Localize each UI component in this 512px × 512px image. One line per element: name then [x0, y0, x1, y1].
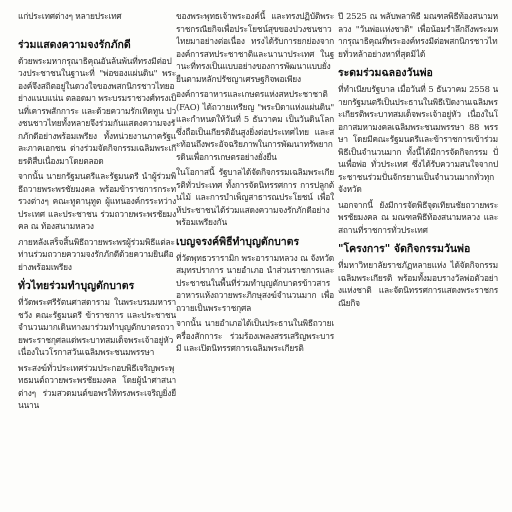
- column-3-paragraph-2: ที่ทำเนียบรัฐบาล เมื่อวันที่ 5 ธันวาคม 2558 นายกรัฐมนตรีเป็นประธานในพิธีเปิดงานเฉลิมพระเกียรติพระบาทสมเด็จพระเจ้าอยู่หัว เนื่องในโอกาสมหามงคลเฉลิมพระชนมพรรษา 88 พรรษา โดยมีคณะรัฐมนตรีและข้าราชการเข้าร่วมพิธีเป็นจำนวนมาก ทั้งนี้ได้มีการจัดกิจกรรม ปั่นเพื่อพ่อ ทั่วประเทศ ซึ่งได้รับความสนใจจากประชาชนร่วมปั่นจักรยานเป็นจำนวนมากทั่วทุกจังหวัด: [338, 84, 498, 194]
- column-1: [18, 10, 176, 512]
- column-1-paragraph-2: จากนั้น นายกรัฐมนตรีและรัฐมนตรี นำผู้ร่วมพิธีถวายพระพรชัยมงคล พร้อมข้าราชการกระทรวงต่างๆ คณะทูตานุทูต ผู้แทนองค์กรระหว่างประเทศ และประชาชน ร่วมถวายพระพรชัยมงคล ณ ท้องสนามหลวง: [18, 171, 176, 231]
- column-1-paragraph-4: ที่วัดพระศรีรัตนศาสดาราม ในพระบรมมหาราชวัง คณะรัฐมนตรี ข้าราชการ และประชาชนจำนวนมากเดินทางมาร่วมทำบุญตักบาตรถวายพระราชกุศลแด่พระบาทสมเด็จพระเจ้าอยู่หัว เนื่องในวโรกาสวันเฉลิมพระชนมพรรษา: [18, 297, 176, 357]
- column-3: [338, 10, 498, 512]
- section-heading-ceremony: เบญจรงค์พิธีทำบุญตักบาตร: [176, 235, 300, 248]
- column-2-paragraph-1: ของพระพุทธเจ้าพระองค์นี้ และทรงปฏิบัติพระราชกรณียกิจเพื่อประโยชน์สุขของปวงชนชาวไทยมาอย่างต่อเนื่อง ทรงได้รับการยกย่องจากองค์การสหประชาชาติและนานาประเทศ ในฐานะที่ทรงเป็นแบบอย่างของการพัฒนาแบบยั่งยืนตามหลักปรัชญาเศรษฐกิจพอเพียง: [176, 11, 334, 84]
- column-2-paragraph-3: ในโอกาสนี้ รัฐบาลได้จัดกิจกรรมเฉลิมพระเกียรติทั่วประเทศ ทั้งการจัดนิทรรศการ การปลูกต้นไม้ และการบำเพ็ญสาธารณประโยชน์ เพื่อให้ประชาชนได้ร่วมแสดงความจงรักภักดีอย่างพร้อมเพรียงกัน: [176, 167, 334, 227]
- column-3-paragraph-1: ปี 2525 ณ พลับพลาพิธี มณฑลพิธีท้องสนามหลวง "วันพ่อแห่งชาติ" เพื่อน้อมรำลึกถึงพระมหากรุณาธิคุณที่พระองค์ทรงมีต่อพสกนิกรชาวไทยทั่วหล้าอย่างหาที่สุดมิได้: [338, 11, 498, 59]
- column-1-paragraph-3: ภายหลังเสร็จสิ้นพิธีถวายพระพรผู้ร่วมพิธีแต่ละท่านร่วมถวายความจงรักภักดีด้วยความยินดีอย่างพร้อมเพรียง: [18, 236, 175, 272]
- column-2: [176, 10, 334, 512]
- column-3-paragraph-3: นอกจากนี้ ยังมีการจัดพิธีจุดเทียนชัยถวายพระพรชัยมงคล ณ มณฑลพิธีท้องสนามหลวง และสถานที่ราชการทั่วประเทศ: [338, 199, 498, 235]
- column-2-paragraph-4: ที่วัดพุทธวรารามิก พระอารามหลวง ณ จังหวัดสมุทรปราการ นายอำเภอ นำส่วนราชการและประชาชนในพื้นที่ร่วมทำบุญตักบาตรข้าวสารอาหารแห้งถวายพระภิกษุสงฆ์จำนวนมาก เพื่อถวายเป็นพระราชกุศล: [176, 252, 334, 313]
- column-1-top-line: แก่ประเทศต่างๆ หลายประเทศ: [18, 11, 122, 21]
- column-3-paragraph-4: ที่มหาวิทยาลัยราชภัฏหลายแห่ง ได้จัดกิจกรรมเฉลิมพระเกียรติ พร้อมทั้งมอบรางวัลพ่อตัวอย่างแห่งชาติ และจัดนิทรรศการแสดงพระราชกรณียกิจ: [338, 260, 498, 308]
- section-heading-fathers-day: ระดมร่วมฉลองวันพ่อ: [338, 67, 433, 79]
- column-1-paragraph-1: ด้วยพระมหากรุณาธิคุณอันล้นพ้นที่ทรงมีต่อปวงประชาชนในฐานะที่ "พ่อของแผ่นดิน" พระองค์จึงสถิตอยู่ในดวงใจของพสกนิกรชาวไทยอย่างแนบแน่น ตลอดมา พระบรมราชวงศ์ทรงเป็นที่เคารพสักการะ และด้วยความรักเทิดทูน ปวงชนชาวไทยทั้งหลายจึงร่วมกันแสดงความจงรักภักดีอย่างพร้อมเพรียง ทั้งหน่วยงานภาครัฐและภาคเอกชน ต่างร่วมจัดกิจกรรมเฉลิมพระเกียรติสืบเนื่องมาโดยตลอด: [18, 55, 176, 166]
- section-heading-project-activities: "โครงการ" จัดกิจกรรมวันพ่อ: [338, 243, 471, 255]
- column-2-paragraph-2: องค์การอาหารและเกษตรแห่งสหประชาชาติ (FAO) ได้ถวายเหรียญ "พระบิดาแห่งแผ่นดิน" และกำหนดให้วันที่ 5 ธันวาคม เป็นวันดินโลก ซึ่งถือเป็นเกียรติอันสูงยิ่งต่อประเทศไทย และสะท้อนถึงพระอัจฉริยภาพในการพัฒนาทรัพยากรดินเพื่อการเกษตรอย่างยั่งยืน: [176, 89, 334, 162]
- section-heading-merit-making: ทั่วไทยร่วมทำบุญตักบาตร: [18, 280, 135, 292]
- column-1-paragraph-5: พระสงฆ์ทั่วประเทศร่วมประกอบพิธีเจริญพระพุทธมนต์ถวายพระพรชัยมงคล โดยผู้นำศาสนาต่างๆ ร่วมสวดมนต์ขอพรให้ทรงพระเจริญยิ่งยืนนาน: [18, 362, 176, 410]
- section-heading-loyalty: ร่วมแสดงความจงรักภักดี: [18, 38, 131, 51]
- column-2-paragraph-5: จากนั้น นายอำเภอได้เป็นประธานในพิธีถวายเครื่องสักการะ ร่วมร้องเพลงสรรเสริญพระบารมี และเปิดนิทรรศการเฉลิมพระเกียรติ: [176, 318, 334, 353]
